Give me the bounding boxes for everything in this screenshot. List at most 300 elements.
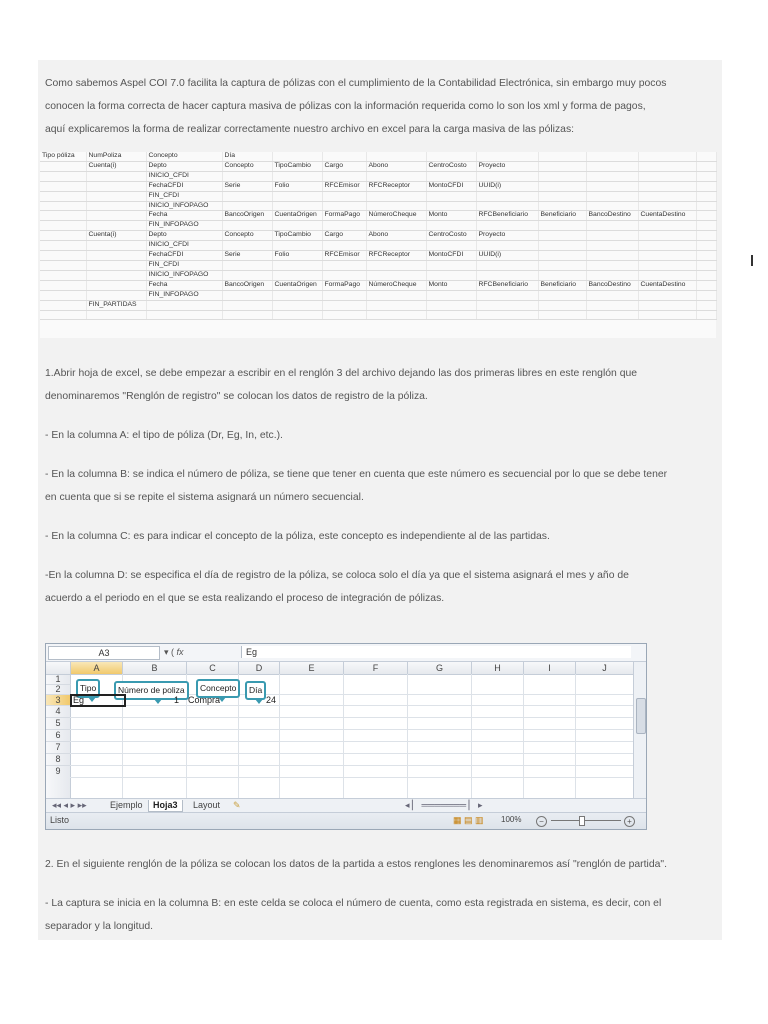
cell-d3[interactable]: 24 [266, 695, 277, 705]
layout-table-cell [696, 300, 716, 310]
tab-nav-arrows-icon[interactable]: ◂◂ ◂ ▸ ▸▸ [52, 800, 87, 810]
layout-table-cell [696, 221, 716, 231]
layout-table-cell [366, 300, 426, 310]
vertical-scrollbar[interactable] [633, 662, 646, 798]
layout-table-cell: CentroCosto [426, 231, 476, 241]
layout-table-cell [86, 191, 146, 201]
layout-table-cell [586, 270, 638, 280]
layout-table-cell: INICIO_INFOPAGO [146, 201, 222, 211]
intro-paragraph [45, 72, 725, 141]
layout-table-cell: Depto [146, 161, 222, 171]
layout-table-cell [366, 201, 426, 211]
layout-table-cell [586, 251, 638, 261]
layout-table-cell [538, 171, 586, 181]
layout-table-cell [638, 231, 696, 241]
layout-table-row [40, 181, 716, 191]
layout-table-cell: FechaCFDI [146, 181, 222, 191]
layout-table-cell [696, 152, 716, 161]
layout-table-cell [586, 181, 638, 191]
row-header[interactable]: 9 [46, 766, 71, 799]
column-header[interactable]: I [524, 662, 576, 675]
grid-line [70, 753, 633, 754]
layout-table-cell: Monto [426, 280, 476, 290]
layout-table-cell [366, 221, 426, 231]
layout-table-cell [222, 241, 272, 251]
layout-table-cell [476, 260, 538, 270]
grid-line [343, 674, 344, 798]
grid-line [70, 765, 633, 766]
tab-hoja3[interactable]: Hoja3 [148, 800, 183, 812]
layout-table-row [40, 211, 716, 221]
layout-table-cell [86, 201, 146, 211]
layout-table-cell: Folio [272, 251, 322, 261]
layout-table-cell: Serie [222, 181, 272, 191]
layout-table-cell [586, 161, 638, 171]
layout-table-cell [586, 241, 638, 251]
grid-line [70, 729, 633, 730]
layout-table-cell: Cargo [322, 161, 366, 171]
section1-line: acuerdo a el periodo en el que se esta realizando el proceso de integración de pólizas. [45, 593, 445, 604]
layout-table-cell [696, 211, 716, 221]
layout-table-cell: INICIO_CFDI [146, 241, 222, 251]
zoom-out-icon[interactable]: − [536, 816, 547, 827]
layout-table-cell [272, 191, 322, 201]
intro-line: Como sabemos Aspel COI 7.0 facilita la captura de pólizas con el cumplimiento de la Contabilidad Electrónica, sin embargo muy pocos [45, 78, 667, 89]
layout-table-cell: FechaCFDI [146, 251, 222, 261]
layout-table-cell [222, 300, 272, 310]
layout-table-cell [426, 290, 476, 300]
tab-ejemplo[interactable]: Ejemplo [110, 800, 143, 810]
layout-table-cell [538, 241, 586, 251]
layout-table-cell [586, 171, 638, 181]
layout-table-cell [696, 241, 716, 251]
layout-table-cell [366, 171, 426, 181]
layout-table-cell: Tipo póliza [40, 152, 86, 161]
layout-table-cell [696, 231, 716, 241]
layout-table-cell: CuentaOrigen [272, 211, 322, 221]
layout-table-cell: NumPoliza [86, 152, 146, 161]
layout-table-cell [86, 251, 146, 261]
layout-table-cell [272, 201, 322, 211]
view-buttons-icon[interactable]: ▦ ▤ ▥ [453, 815, 484, 825]
layout-table-cell [696, 270, 716, 280]
layout-table-cell [222, 290, 272, 300]
layout-table-cell: Fecha [146, 211, 222, 221]
layout-table-cell [476, 201, 538, 211]
layout-table-cell: Folio [272, 181, 322, 191]
layout-table-row [40, 260, 716, 270]
layout-table-cell [366, 310, 426, 320]
layout-table-cell: Serie [222, 251, 272, 261]
layout-table-cell [272, 270, 322, 280]
layout-table-cell [538, 290, 586, 300]
layout-table-cell: Beneficiario [538, 211, 586, 221]
layout-table-cell [322, 310, 366, 320]
layout-table-cell: RFCBeneficiario [476, 280, 538, 290]
layout-table-cell [696, 260, 716, 270]
section1-line: en cuenta que si se repite el sistema asignará un número secuencial. [45, 492, 364, 503]
layout-table-cell [86, 241, 146, 251]
layout-table-cell [538, 231, 586, 241]
layout-table-cell [272, 290, 322, 300]
layout-table-cell [86, 290, 146, 300]
layout-table-cell: NúmeroCheque [366, 211, 426, 221]
excel-screenshot [45, 643, 647, 830]
layout-table-cell [538, 181, 586, 191]
layout-table-cell [538, 152, 586, 161]
column-header[interactable]: G [408, 662, 472, 675]
name-box[interactable]: A3 [48, 646, 160, 660]
layout-table-cell [366, 241, 426, 251]
layout-table-cell [86, 280, 146, 290]
layout-table-cell: INICIO_CFDI [146, 171, 222, 181]
layout-table-cell [40, 211, 86, 221]
layout-table-cell: BancoDestino [586, 211, 638, 221]
row-header[interactable]: 8 [46, 754, 71, 766]
section1-line: - En la columna A: el tipo de póliza (Dr, Eg, In, etc.). [45, 430, 283, 441]
layout-table-cell [40, 300, 86, 310]
layout-table-cell [366, 191, 426, 201]
layout-table-cell [40, 191, 86, 201]
layout-table-cell [40, 161, 86, 171]
layout-table-cell: CentroCosto [426, 161, 476, 171]
layout-table-cell: Fecha [146, 280, 222, 290]
section2-text [45, 853, 725, 938]
layout-table-cell [272, 171, 322, 181]
text-cursor [751, 255, 753, 266]
row-header[interactable]: 4 [46, 706, 71, 718]
zoom-in-icon[interactable]: + [624, 816, 635, 827]
layout-table-cell [638, 290, 696, 300]
layout-table-cell: RFCReceptor [366, 181, 426, 191]
layout-table-cell [40, 280, 86, 290]
formula-input[interactable]: Eg [241, 646, 631, 658]
grid-line [70, 777, 633, 778]
layout-table-cell [272, 260, 322, 270]
layout-table-cell: Monto [426, 211, 476, 221]
layout-table-cell [322, 201, 366, 211]
layout-table-cell: INICIO_INFOPAGO [146, 270, 222, 280]
cell-b3[interactable]: 1 [174, 695, 180, 705]
layout-table-cell: FormaPago [322, 280, 366, 290]
layout-table-row [40, 161, 716, 171]
column-header[interactable]: H [472, 662, 524, 675]
layout-table-cell [586, 201, 638, 211]
layout-table-cell [586, 191, 638, 201]
layout-table-cell [538, 191, 586, 201]
grid-line [407, 674, 408, 798]
layout-table-cell [322, 221, 366, 231]
new-sheet-icon[interactable]: ✎ [233, 800, 241, 810]
layout-table-cell: BancoOrigen [222, 211, 272, 221]
sheet-tab-bar [46, 798, 646, 812]
layout-table-cell: Concepto [146, 152, 222, 161]
layout-table-cell [146, 300, 222, 310]
layout-table-cell [696, 251, 716, 261]
intro-line: conocen la forma correcta de hacer captura masiva de pólizas con la información requerida como lo son los xml y forma de pagos, [45, 101, 646, 112]
callout-tipo: Tipo [76, 679, 100, 698]
layout-table-cell [40, 181, 86, 191]
layout-table-cell [322, 270, 366, 280]
layout-table-cell [638, 171, 696, 181]
layout-table-cell [426, 221, 476, 231]
layout-table-row [40, 231, 716, 241]
layout-table-cell [696, 191, 716, 201]
callout-dia: Día [245, 681, 266, 700]
layout-table-cell [40, 260, 86, 270]
layout-table-cell: MontoCFDI [426, 251, 476, 261]
fx-label: fx [176, 647, 184, 657]
cell-a3[interactable]: Eg [73, 695, 85, 705]
section1-line: - En la columna C: es para indicar el concepto de la póliza, este concepto es independiente al de las partidas. [45, 531, 550, 542]
layout-table-cell [586, 290, 638, 300]
layout-table-cell [638, 161, 696, 171]
zoom-level: 100% [501, 815, 522, 824]
grid-line [523, 674, 524, 798]
layout-table-cell [586, 260, 638, 270]
layout-table-cell [86, 171, 146, 181]
layout-table-cell [272, 241, 322, 251]
layout-table-cell [696, 171, 716, 181]
layout-table-cell [586, 231, 638, 241]
column-header[interactable]: C [187, 662, 239, 675]
layout-table-row [40, 191, 716, 201]
layout-table-cell: RFCEmisor [322, 251, 366, 261]
column-header[interactable]: E [280, 662, 344, 675]
layout-table-cell [696, 201, 716, 211]
layout-table-cell [638, 152, 696, 161]
layout-table-cell: BancoOrigen [222, 280, 272, 290]
section1-line: - En la columna B: se indica el número de póliza, se tiene que tener en cuenta que este número es secuencial por lo que se debe tener [45, 469, 668, 480]
zoom-slider-thumb[interactable] [579, 816, 585, 826]
layout-table-row [40, 152, 716, 161]
layout-table-cell [638, 181, 696, 191]
layout-table-cell: CuentaDestino [638, 280, 696, 290]
layout-table-cell [222, 201, 272, 211]
layout-table-cell [366, 152, 426, 161]
layout-table-cell [638, 310, 696, 320]
layout-table-cell [366, 270, 426, 280]
layout-table-cell [538, 270, 586, 280]
section2-line: separador y la longitud. [45, 921, 154, 932]
layout-table-cell [538, 260, 586, 270]
intro-line: aquí explicaremos la forma de realizar correctamente nuestro archivo en excel para la carga masiva de las pólizas: [45, 124, 575, 135]
layout-table-cell [40, 221, 86, 231]
layout-table-cell [426, 201, 476, 211]
layout-table-cell: FIN_INFOPAGO [146, 221, 222, 231]
layout-table-cell [322, 260, 366, 270]
layout-table-row [40, 310, 716, 320]
column-header[interactable]: J [576, 662, 634, 675]
row-header[interactable]: 6 [46, 730, 71, 742]
layout-table-cell: UUID(i) [476, 181, 538, 191]
cell-c3[interactable]: Compra [188, 695, 221, 705]
layout-table-cell [86, 181, 146, 191]
layout-table-cell [322, 152, 366, 161]
grid-line [575, 674, 576, 798]
layout-table-cell: FIN_INFOPAGO [146, 290, 222, 300]
layout-table-cell [146, 310, 222, 320]
layout-table-cell: Abono [366, 231, 426, 241]
layout-table-cell: FormaPago [322, 211, 366, 221]
layout-table-cell [86, 310, 146, 320]
layout-table-cell [476, 171, 538, 181]
layout-table-cell [40, 290, 86, 300]
layout-table-row [40, 201, 716, 211]
layout-table-cell [322, 290, 366, 300]
layout-table-cell [272, 310, 322, 320]
layout-table-cell [476, 310, 538, 320]
callout-concepto: Concepto [196, 679, 240, 698]
layout-table-cell: Proyecto [476, 231, 538, 241]
layout-table-row [40, 270, 716, 280]
column-header[interactable]: F [344, 662, 408, 675]
layout-table-cell [638, 241, 696, 251]
fx-icon[interactable]: ▾ ( fx [164, 647, 184, 657]
layout-table-cell: Concepto [222, 161, 272, 171]
layout-table-cell [476, 270, 538, 280]
layout-table-cell [322, 191, 366, 201]
layout-table-cell [538, 310, 586, 320]
row-header[interactable]: 3 [46, 695, 71, 706]
layout-table-cell [222, 270, 272, 280]
layout-table-cell [638, 251, 696, 261]
layout-table-cell [638, 201, 696, 211]
layout-table-cell: Proyecto [476, 161, 538, 171]
layout-table-row [40, 251, 716, 261]
layout-table-cell [696, 310, 716, 320]
layout-table-cell: Abono [366, 161, 426, 171]
grid-line [279, 674, 280, 798]
layout-table-cell [696, 181, 716, 191]
layout-table-cell [638, 300, 696, 310]
layout-table-cell: RFCReceptor [366, 251, 426, 261]
layout-table-cell [476, 221, 538, 231]
layout-table-cell [476, 241, 538, 251]
layout-table-cell [322, 300, 366, 310]
layout-table-cell [538, 221, 586, 231]
layout-table-cell [322, 241, 366, 251]
layout-table-cell [366, 260, 426, 270]
layout-table-cell [40, 251, 86, 261]
layout-table-row [40, 290, 716, 300]
layout-table-cell [426, 191, 476, 201]
status-bar [46, 812, 646, 829]
layout-table-cell [222, 191, 272, 201]
row-header[interactable]: 7 [46, 742, 71, 754]
layout-table-row [40, 171, 716, 181]
layout-table-cell [222, 310, 272, 320]
layout-table-cell: RFCEmisor [322, 181, 366, 191]
layout-table-cell [476, 191, 538, 201]
layout-table-cell [696, 290, 716, 300]
layout-table-cell: BancoDestino [586, 280, 638, 290]
section1-text [45, 362, 725, 610]
layout-table-cell [86, 211, 146, 221]
layout-table-cell [638, 191, 696, 201]
layout-table-cell [322, 171, 366, 181]
layout-table-cell [222, 260, 272, 270]
row-header[interactable]: 2 [46, 685, 71, 695]
layout-table-row [40, 300, 716, 310]
section2-line: 2. En el siguiente renglón de la póliza se colocan los datos de la partida a estos renglones les denominaremos así "renglón de partida". [45, 859, 667, 870]
layout-table-cell [366, 290, 426, 300]
column-header[interactable]: B [123, 662, 187, 675]
layout-table-cell: Cuenta(i) [86, 161, 146, 171]
layout-table-cell [638, 221, 696, 231]
layout-table-cell [476, 152, 538, 161]
layout-table-cell [40, 270, 86, 280]
layout-table-cell [40, 231, 86, 241]
layout-table-cell [426, 300, 476, 310]
layout-table-cell [586, 221, 638, 231]
zoom-slider[interactable] [551, 820, 621, 821]
layout-table-cell [426, 310, 476, 320]
layout-table-cell [40, 201, 86, 211]
layout-table-cell: RFCBeneficiario [476, 211, 538, 221]
formula-bar [46, 644, 646, 662]
layout-table-cell [272, 300, 322, 310]
layout-table-cell [586, 152, 638, 161]
layout-table-cell: Cuenta(i) [86, 231, 146, 241]
layout-table-cell [426, 171, 476, 181]
column-header[interactable]: D [239, 662, 280, 675]
layout-table-cell [638, 270, 696, 280]
status-ready: Listo [50, 815, 70, 825]
layout-table-cell [696, 280, 716, 290]
column-header[interactable]: A [71, 662, 123, 675]
layout-table-cell: NúmeroCheque [366, 280, 426, 290]
grid-line [70, 705, 633, 706]
layout-table-cell: TipoCambio [272, 161, 322, 171]
row-header[interactable]: 1 [46, 675, 71, 685]
layout-table-cell: Depto [146, 231, 222, 241]
row-header[interactable]: 5 [46, 718, 71, 730]
layout-table-cell [222, 221, 272, 231]
layout-table-cell: CuentaOrigen [272, 280, 322, 290]
section1-line: -En la columna D: se especifica el día de registro de la póliza, se coloca solo el día ya que el sistema asignará el mes y año de [45, 570, 629, 581]
layout-table-cell [40, 241, 86, 251]
layout-table [40, 152, 716, 338]
layout-table-cell [272, 221, 322, 231]
tab-layout[interactable]: Layout [193, 800, 221, 810]
layout-table-cell: TipoCambio [272, 231, 322, 241]
layout-table-row [40, 221, 716, 231]
layout-table-cell [222, 171, 272, 181]
layout-table-cell [86, 260, 146, 270]
layout-table-cell: CuentaDestino [638, 211, 696, 221]
layout-table-cell [538, 201, 586, 211]
grid-line [471, 674, 472, 798]
grid-line [70, 717, 633, 718]
scrollbar-thumb[interactable] [636, 698, 646, 734]
layout-table-cell [86, 221, 146, 231]
layout-table-cell [426, 152, 476, 161]
layout-table-cell: Cargo [322, 231, 366, 241]
layout-table-cell [40, 310, 86, 320]
layout-table-cell: Concepto [222, 231, 272, 241]
layout-table-cell [538, 251, 586, 261]
layout-table-cell [426, 260, 476, 270]
layout-table-cell: Día [222, 152, 272, 161]
section2-line: - La captura se inicia en la columna B: en este celda se coloca el número de cuenta, como esta registrada en sistema, es decir, con el [45, 898, 662, 909]
horizontal-scrollbar[interactable]: ◂ ▏ ═══════ ▏ ▸ [405, 800, 483, 810]
layout-table-cell [272, 152, 322, 161]
section1-line: 1.Abrir hoja de excel, se debe empezar a escribir en el renglón 3 del archivo dejando las dos primeras libres en este renglón que [45, 368, 638, 379]
layout-table-cell: FIN_PARTIDAS [86, 300, 146, 310]
section1-line: denominaremos "Renglón de registro" se colocan los datos de registro de la póliza. [45, 391, 428, 402]
layout-table-cell [538, 161, 586, 171]
